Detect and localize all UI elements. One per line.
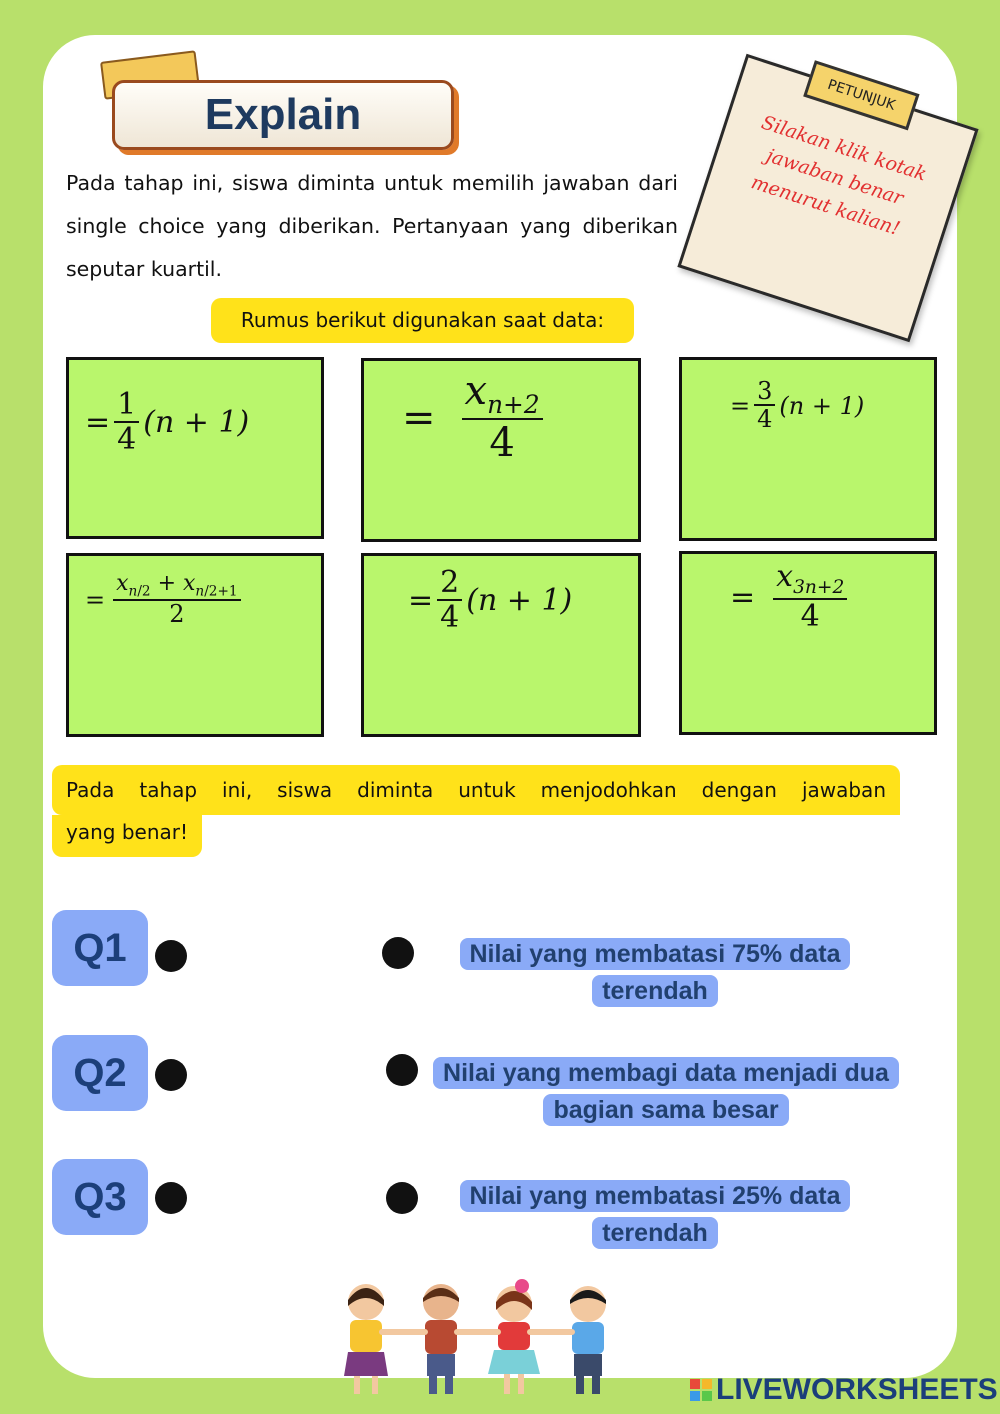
equals-sign: = — [408, 583, 434, 619]
answer-1-connector[interactable] — [382, 937, 414, 969]
fraction-denominator: 4 — [440, 600, 460, 635]
subscript-half-n-plus-1: n/2+1 — [195, 583, 238, 600]
formula-6 — [730, 560, 851, 635]
fraction-numerator — [113, 572, 240, 601]
formula-box-2[interactable] — [361, 358, 641, 542]
equals-sign: = — [730, 391, 751, 420]
fraction-numerator: 1 — [114, 388, 139, 423]
answer-2 — [426, 1055, 906, 1129]
formula-2 — [402, 369, 547, 466]
equals-sign: = — [402, 394, 436, 441]
fraction — [114, 388, 139, 458]
fraction-denominator: 4 — [489, 420, 515, 467]
brand-text: LIVEWORKSHEETS — [716, 1373, 998, 1406]
answer-2-connector[interactable] — [386, 1054, 418, 1086]
children-illustration — [326, 1276, 626, 1400]
answer-1 — [432, 936, 878, 1010]
fraction-denominator: 4 — [757, 405, 773, 434]
fraction — [437, 566, 462, 636]
subscript: n+2 — [487, 390, 540, 419]
formula-box-3[interactable] — [679, 357, 937, 541]
fraction-numerator: 3 — [754, 378, 775, 406]
answer-1-label: Nilai yang membatasi 75% data terendah — [460, 938, 851, 1007]
q2-left-connector[interactable] — [155, 1059, 187, 1091]
equals-sign: = — [730, 579, 756, 615]
petunjuk-tag: PETUNJUK — [803, 60, 919, 130]
match-instruction-line-1: Pada tahap ini, siswa diminta untuk menjodohkan dengan jawaban — [52, 765, 900, 815]
formula-box-6[interactable] — [679, 551, 937, 735]
liveworksheets-brand[interactable] — [690, 1373, 998, 1407]
formula-box-4[interactable] — [66, 553, 324, 737]
page-title: Explain — [204, 90, 362, 139]
fraction — [754, 378, 775, 434]
fraction-numerator — [462, 369, 543, 420]
fraction-numerator: 2 — [437, 566, 462, 601]
subscript: 3n+2 — [793, 577, 845, 598]
q3-badge: Q3 — [52, 1159, 148, 1235]
equals-sign: = — [85, 405, 111, 441]
formula-4 — [85, 572, 245, 629]
fraction-numerator — [773, 560, 847, 600]
subscript-half-n: n/2 — [128, 583, 151, 600]
fraction-denominator: 4 — [117, 422, 137, 457]
fraction-denominator: 2 — [169, 600, 185, 629]
liveworksheets-logo-icon — [690, 1379, 712, 1401]
formula-1 — [85, 388, 249, 458]
formula-tail: (n + 1) — [143, 405, 250, 441]
q1-left-connector[interactable] — [155, 940, 187, 972]
q1-badge: Q1 — [52, 910, 148, 986]
fraction — [773, 560, 847, 635]
fraction — [113, 572, 240, 629]
match-instruction-line-2: yang benar! — [52, 815, 202, 857]
variable-x: x — [776, 559, 794, 594]
variable-x: x — [183, 571, 196, 596]
child-2 — [423, 1284, 459, 1394]
child-3 — [488, 1279, 540, 1394]
answer-3-connector[interactable] — [386, 1182, 418, 1214]
formula-tail: (n + 1) — [779, 391, 865, 420]
child-4 — [570, 1286, 606, 1394]
fraction — [462, 369, 543, 466]
formula-tail: (n + 1) — [466, 583, 573, 619]
petunjuk-text: Silakan klik kotak jawaban benar menurut kalian! — [748, 111, 930, 241]
answer-3 — [432, 1178, 878, 1252]
answer-2-label: Nilai yang membagi data menjadi dua bagian sama besar — [433, 1057, 899, 1126]
explain-header — [112, 80, 454, 150]
q3-left-connector[interactable] — [155, 1182, 187, 1214]
formula-box-1[interactable] — [66, 357, 324, 539]
variable-x: x — [116, 571, 129, 596]
q2-badge: Q2 — [52, 1035, 148, 1111]
match-instruction — [52, 765, 900, 857]
variable-x: x — [464, 368, 488, 414]
plus-sign: + — [150, 571, 183, 596]
answer-3-label: Nilai yang membatasi 25% data terendah — [460, 1180, 851, 1249]
equals-sign: = — [85, 586, 106, 615]
child-1 — [344, 1284, 388, 1394]
formula-box-5[interactable] — [361, 553, 641, 737]
intro-text: Pada tahap ini, siswa diminta untuk memilih jawaban dari single choice yang diberikan. Pertanyaan yang diberikan seputar kuartil. — [66, 171, 678, 281]
formula-5 — [408, 566, 572, 636]
formula-3 — [730, 378, 864, 434]
fraction-denominator: 4 — [800, 599, 820, 635]
formula-label: Rumus berikut digunakan saat data: — [211, 298, 634, 343]
